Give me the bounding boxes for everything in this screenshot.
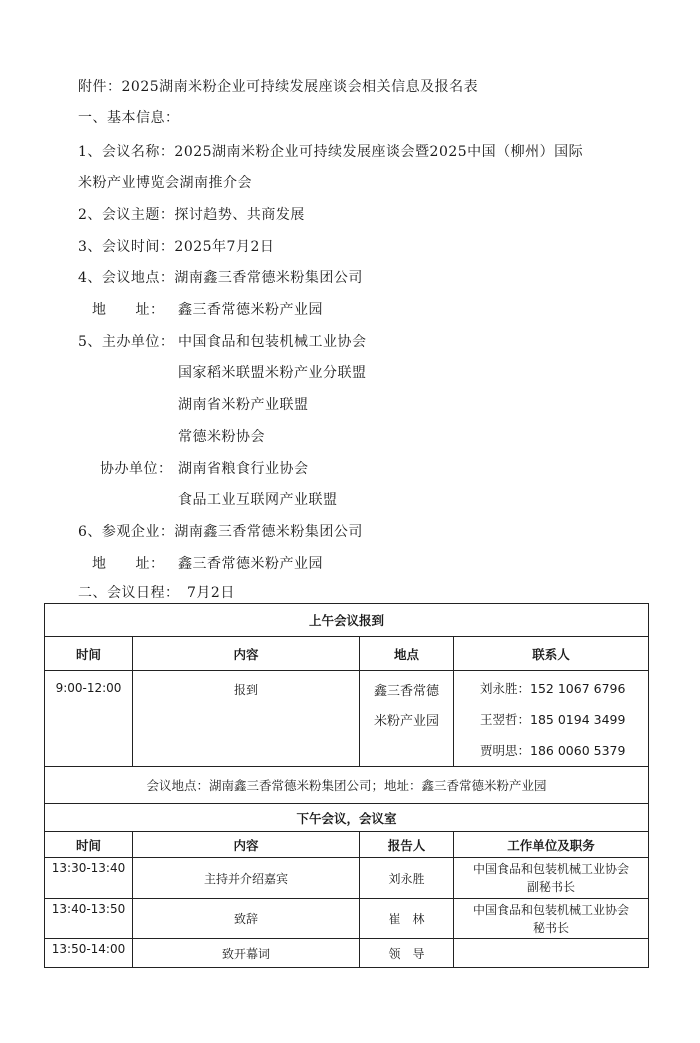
document-title: 附件：2025湖南米粉企业可持续发展座谈会相关信息及报名表 [78, 79, 479, 95]
afternoon-header-org: 工作单位及职务 [454, 832, 649, 858]
row-1-content: 主持并介绍嘉宾 [133, 858, 360, 899]
afternoon-header-content: 内容 [133, 832, 360, 858]
row-2-time: 13:40-13:50 [45, 899, 133, 939]
organizer-3: 湖南省米粉产业联盟 [178, 397, 309, 413]
location-line-1: 鑫三香常德 [373, 684, 439, 699]
row-1-speaker: 刘永胜 [360, 858, 454, 899]
visit-address-label: 地 址： [92, 556, 165, 572]
row-2-title: 秘书长 [533, 920, 570, 935]
row-3-org-cell [454, 939, 649, 968]
morning-header-contact: 联系人 [454, 637, 649, 671]
meeting-name-line-2: 米粉产业博览会湖南推介会 [78, 175, 252, 191]
morning-time: 9:00-12:00 [45, 671, 133, 767]
row-2-org-cell [454, 899, 649, 939]
contact-1: 刘永胜：152 1067 6796 [480, 681, 626, 696]
meeting-venue: 4、会议地点：湖南鑫三香常德米粉集团公司 [78, 270, 363, 286]
visit-company: 6、参观企业：湖南鑫三香常德米粉集团公司 [78, 524, 363, 540]
row-2-speaker: 崔 林 [360, 899, 454, 939]
venue-note: 会议地点：湖南鑫三香常德米粉集团公司；地址：鑫三香常德米粉产业园 [45, 767, 649, 804]
afternoon-title: 下午会议，会议室 [45, 804, 649, 832]
section-schedule: 二、会议日程： 7月2日 [78, 585, 235, 601]
row-1-time: 13:30-13:40 [45, 858, 133, 899]
row-1-title: 副秘书长 [527, 880, 576, 894]
co-organizer-1: 湖南省粮食行业协会 [178, 461, 309, 477]
meeting-name-line-1: 1、会议名称：2025湖南米粉企业可持续发展座谈会暨2025中国（柳州）国际 [78, 144, 584, 160]
table-row [45, 858, 649, 899]
row-2-org: 中国食品和包装机械工业协会 [473, 902, 630, 917]
morning-header-location: 地点 [360, 637, 454, 671]
section-basic-info: 一、基本信息： [78, 110, 180, 126]
row-3-speaker: 领 导 [360, 939, 454, 968]
table-row [45, 899, 649, 939]
meeting-address: 鑫三香常德米粉产业园 [178, 302, 323, 318]
morning-header-time: 时间 [45, 637, 133, 671]
row-3-content: 致开幕词 [133, 939, 360, 968]
morning-location [360, 671, 454, 767]
organizer-2: 国家稻米联盟米粉产业分联盟 [178, 365, 367, 381]
contact-2: 王翌哲：185 0194 3499 [480, 712, 626, 727]
meeting-address-label: 地 址： [92, 302, 165, 318]
morning-content: 报到 [133, 671, 360, 767]
organizer-label: 5、主办单位： [78, 334, 175, 350]
row-3-time: 13:50-14:00 [45, 939, 133, 968]
row-1-org: 中国食品和包装机械工业协会 [473, 862, 630, 876]
contact-3: 贾明思：186 0060 5379 [480, 743, 626, 758]
row-1-org-cell [454, 858, 649, 899]
schedule-table [44, 603, 649, 968]
co-organizer-label: 协办单位： [100, 461, 173, 477]
afternoon-header-time: 时间 [45, 832, 133, 858]
location-line-2: 米粉产业园 [373, 714, 439, 729]
meeting-time: 3、会议时间：2025年7月2日 [78, 239, 275, 255]
co-organizer-2: 食品工业互联网产业联盟 [178, 492, 338, 508]
morning-row [45, 671, 649, 767]
row-2-content: 致辞 [133, 899, 360, 939]
morning-title: 上午会议报到 [45, 604, 649, 637]
morning-header-content: 内容 [133, 637, 360, 671]
morning-contacts [454, 671, 649, 767]
afternoon-header-speaker: 报告人 [360, 832, 454, 858]
organizer-4: 常德米粉协会 [178, 429, 265, 445]
meeting-theme: 2、会议主题：探讨趋势、共商发展 [78, 207, 305, 223]
table-row [45, 939, 649, 968]
organizer-1: 中国食品和包装机械工业协会 [178, 334, 367, 350]
visit-address: 鑫三香常德米粉产业园 [178, 556, 323, 572]
